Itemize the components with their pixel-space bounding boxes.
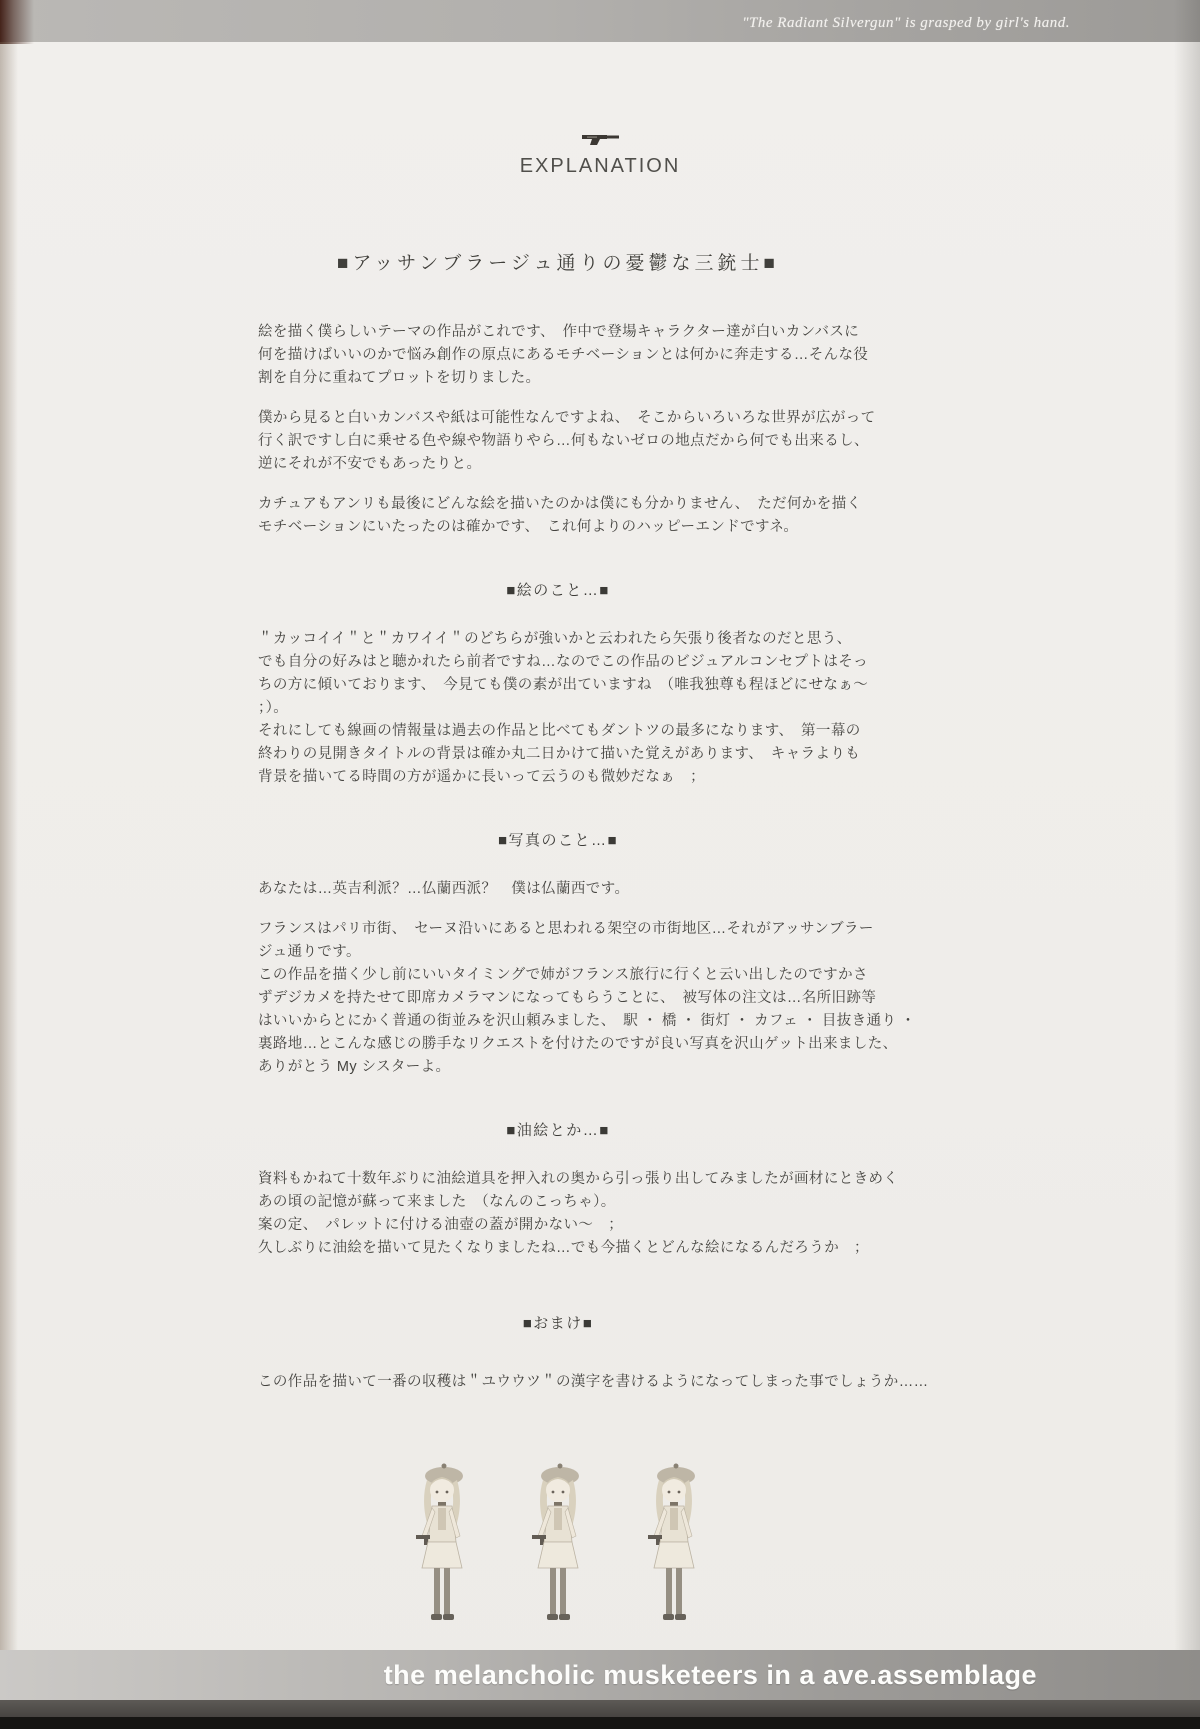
- top-banner-caption: "The Radiant Silvergun" is grasped by girl's hand.: [742, 15, 1070, 31]
- body-text-line: ありがとう My シスターよ。: [258, 1059, 451, 1075]
- body-text-line: モチベーションにいたったのは確かです、 これ何よりのハッピーエンドですネ。: [258, 519, 799, 535]
- body-text-line: それにしても線画の情報量は過去の作品と比べてもダントツの最多になります、 第一幕の: [258, 723, 861, 739]
- body-text-line: 僕から見ると白いカンバスや紙は可能性なんですよね、 そこからいろいろな世界が広がって: [258, 410, 876, 426]
- body-text-line: ＂カッコイイ＂と＂カワイイ＂のどちらが強いかと云われたら矢張り後者なのだと思う、: [258, 631, 852, 647]
- scan-corner-shadow: [0, 0, 34, 44]
- body-text-line: 背景を描いてる時間の方が遥かに長いって云うのも微妙だなぁ ；: [258, 769, 705, 785]
- musketeer-girl-illustration: [510, 1456, 606, 1641]
- body-text-line: ；）。: [258, 700, 289, 716]
- body-text-line: 絵を描く僕らしいテーマの作品がこれです、 作中で登場キャラクター達が白いカンバスに: [258, 324, 860, 340]
- musketeer-figures-row: [258, 1456, 858, 1641]
- article: [258, 248, 929, 1641]
- musketeer-girl-illustration: [394, 1456, 490, 1641]
- body-text-line: あなたは…英吉利派？…仏蘭西派？ 僕は仏蘭西です。: [258, 881, 630, 897]
- body-text-line: この作品を描いて一番の収穫は＂ユウウツ＂の漢字を書けるようになってしまった事でしょうか……: [258, 1374, 929, 1390]
- body-text-line: ずデジカメを持たせて即席カメラマンになってもらうことに、 被写体の注文は…名所旧跡等: [258, 990, 877, 1006]
- body-text-line: 資料もかねて十数年ぶりに油絵道具を押入れの奥から引っ張り出してみましたが画材にときめく: [258, 1171, 899, 1187]
- body-text-line: 何を描けばいいのかで悩み創作の原点にあるモチベーションとは何かに奔走する…そんな役: [258, 347, 869, 363]
- body-text-line: あの頃の記憶が蘇って来ました （なんのこっちゃ）。: [258, 1194, 616, 1210]
- body-text-line: カチュアもアンリも最後にどんな絵を描いたのかは僕にも分かりません、 ただ何かを描く: [258, 496, 862, 512]
- body-text-line: 久しぶりに油絵を描いて見たくなりましたね…でも今描くとどんな絵になるんだろうか ；: [258, 1240, 869, 1256]
- scan-right-shadow: [1174, 0, 1200, 1729]
- body-text-line: 逆にそれが不安でもあったりと。: [258, 456, 482, 472]
- paragraph: [258, 878, 858, 901]
- body-text-line: フランスはパリ市街、 セーヌ沿いにあると思われる架空の市街地区…それがアッサンブラー: [258, 921, 874, 937]
- musketeer-girl-illustration: [626, 1456, 722, 1641]
- paragraph: [258, 918, 916, 1079]
- body-text-line: ちの方に傾いております、 今見ても僕の素が出ていますね （唯我独尊も程ほどにせなぁ～: [258, 677, 869, 693]
- body-text-line: でも自分の好みはと聴かれたら前者ですね…なのでこの作品のビジュアルコンセプトはそっ: [258, 654, 869, 670]
- body-text-line: はいいからとにかく普通の街並みを沢山頼みました、 駅 ・ 橋 ・ 街灯 ・ カフェ ・ 目抜き通り ・: [258, 1013, 916, 1029]
- body-text-line: 行く訳ですし白に乗せる色や線や物語りやら…何もないゼロの地点だから何でも出来るし、: [258, 433, 869, 449]
- bottom-banner: [0, 1650, 1200, 1700]
- bottom-banner-caption: the melancholic musketeers in a ave.assemblage: [383, 1660, 1037, 1690]
- section-heading-art: ■絵のこと…■: [506, 582, 610, 599]
- section-heading-oil-painting: ■油絵とか…■: [506, 1122, 610, 1139]
- page-title: EXPLANATION: [519, 155, 681, 177]
- body-text-line: ジュ通りです。: [258, 944, 361, 960]
- paragraph: [258, 1371, 929, 1394]
- body-text-line: 裏路地…とこんな感じの勝手なリクエストを付けたのですが良い写真を沢山ゲット出来ました、: [258, 1036, 898, 1052]
- bottom-gray-strip: [0, 1700, 1200, 1717]
- bottom-black-edge: [0, 1717, 1200, 1729]
- paragraph: [258, 407, 876, 476]
- body-text-line: 案の定、 パレットに付ける油壺の蓋が開かない～ ；: [258, 1217, 624, 1233]
- article-main-heading: ■アッサンブラージュ通りの憂鬱な三銃士■: [337, 253, 779, 274]
- body-text-line: 終わりの見開きタイトルの背景は確か丸二日かけて描いた覚えがあります、 キャラよりも: [258, 746, 861, 762]
- intro-block: [258, 321, 876, 539]
- scan-left-shadow: [0, 42, 18, 1703]
- section-heading-bonus: ■おまけ■: [522, 1315, 594, 1332]
- body-text-line: 割を自分に重ねてプロットを切りました。: [258, 370, 541, 386]
- paragraph: [258, 628, 869, 789]
- section-heading-photo: ■写真のこと…■: [497, 832, 619, 849]
- body-text-line: この作品を描く少し前にいいタイミングで姉がフランス旅行に行くと云い出したのですかさ: [258, 967, 868, 983]
- pistol-icon: [579, 133, 621, 150]
- paragraph: [258, 321, 869, 390]
- paragraph: [258, 1168, 899, 1260]
- paragraph: [258, 493, 862, 539]
